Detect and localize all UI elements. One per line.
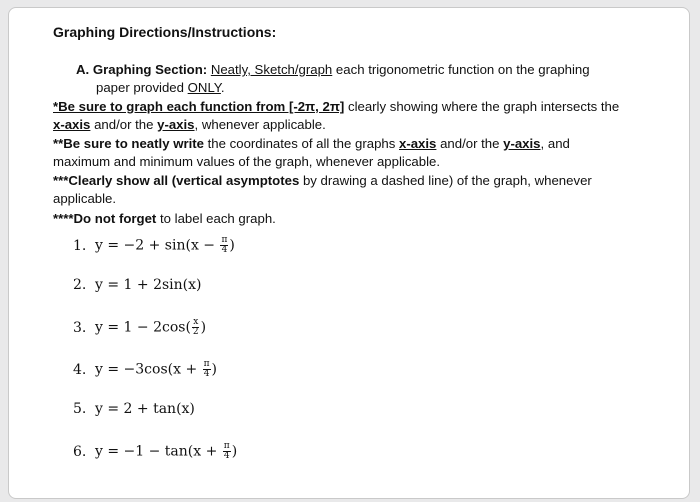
note-3-line2: applicable. xyxy=(53,191,117,206)
fraction: $\frac{\pi}{4}$ xyxy=(203,359,210,379)
section-a-period: . xyxy=(220,80,225,95)
fraction: $\frac{\pi}{4}$ xyxy=(223,441,230,461)
note-1-bold: *Be sure to graph each function from [-2π, 2π] xyxy=(53,99,345,114)
note-1-xaxis: x-axis xyxy=(53,117,91,132)
note-2-text: the coordinates of all the graphs xyxy=(203,136,399,151)
note-4-text: to label each graph. xyxy=(156,211,276,226)
fraction: $\frac{x}{2}$ xyxy=(192,317,199,337)
note-1 xyxy=(53,98,663,134)
page-title: Graphing Directions/Instructions: xyxy=(53,24,277,40)
note-2-mid: and/or the xyxy=(436,136,504,151)
section-a-line2: paper provided xyxy=(96,80,188,95)
only-text: ONLY xyxy=(187,80,221,95)
problem-item: 2. y = 1 + 2sin(x) xyxy=(73,277,202,293)
fraction: $\frac{\pi}{4}$ xyxy=(221,235,228,255)
section-a-text: each trigonometric function on the graphing xyxy=(332,62,590,77)
note-1-end: , whenever applicable. xyxy=(194,117,326,132)
note-1-text: clearly showing where the graph intersects the xyxy=(344,99,620,114)
note-2-xaxis: x-axis xyxy=(399,136,437,151)
note-2-line2: maximum and minimum values of the graph, whenever applicable. xyxy=(53,154,441,169)
note-2-end: , and xyxy=(540,136,570,151)
note-1-mid: and/or the xyxy=(90,117,158,132)
problem-item: 4. y = −3cos(x + $\frac{\pi}{4}$ ) xyxy=(73,359,218,379)
note-3-text: by drawing a dashed line) of the graph, whenever xyxy=(299,173,592,188)
note-2 xyxy=(53,135,663,171)
note-3-bold: ***Clearly show all (vertical asymptotes xyxy=(53,173,300,188)
note-3 xyxy=(53,172,663,208)
section-a-label: A. Graphing Section: xyxy=(76,62,208,77)
problem-item: 3. y = 1 − 2cos( $\frac{x}{2}$ ) xyxy=(73,317,207,337)
note-4 xyxy=(53,210,663,228)
note-2-bold: **Be sure to neatly write xyxy=(53,136,204,151)
problem-item: 1. y = −2 + sin(x − $\frac{\pi}{4}$ ) xyxy=(73,235,235,255)
section-a-link: Neatly, Sketch/graph xyxy=(210,62,333,77)
note-4-bold: ****Do not forget xyxy=(53,211,157,226)
section-a xyxy=(76,61,646,97)
note-1-yaxis: y-axis xyxy=(157,117,195,132)
problem-item: 5. y = 2 + tan(x) xyxy=(73,401,195,417)
document-page xyxy=(8,7,690,499)
problem-item: 6. y = −1 − tan(x + $\frac{\pi}{4}$ ) xyxy=(73,441,238,461)
note-2-yaxis: y-axis xyxy=(503,136,541,151)
